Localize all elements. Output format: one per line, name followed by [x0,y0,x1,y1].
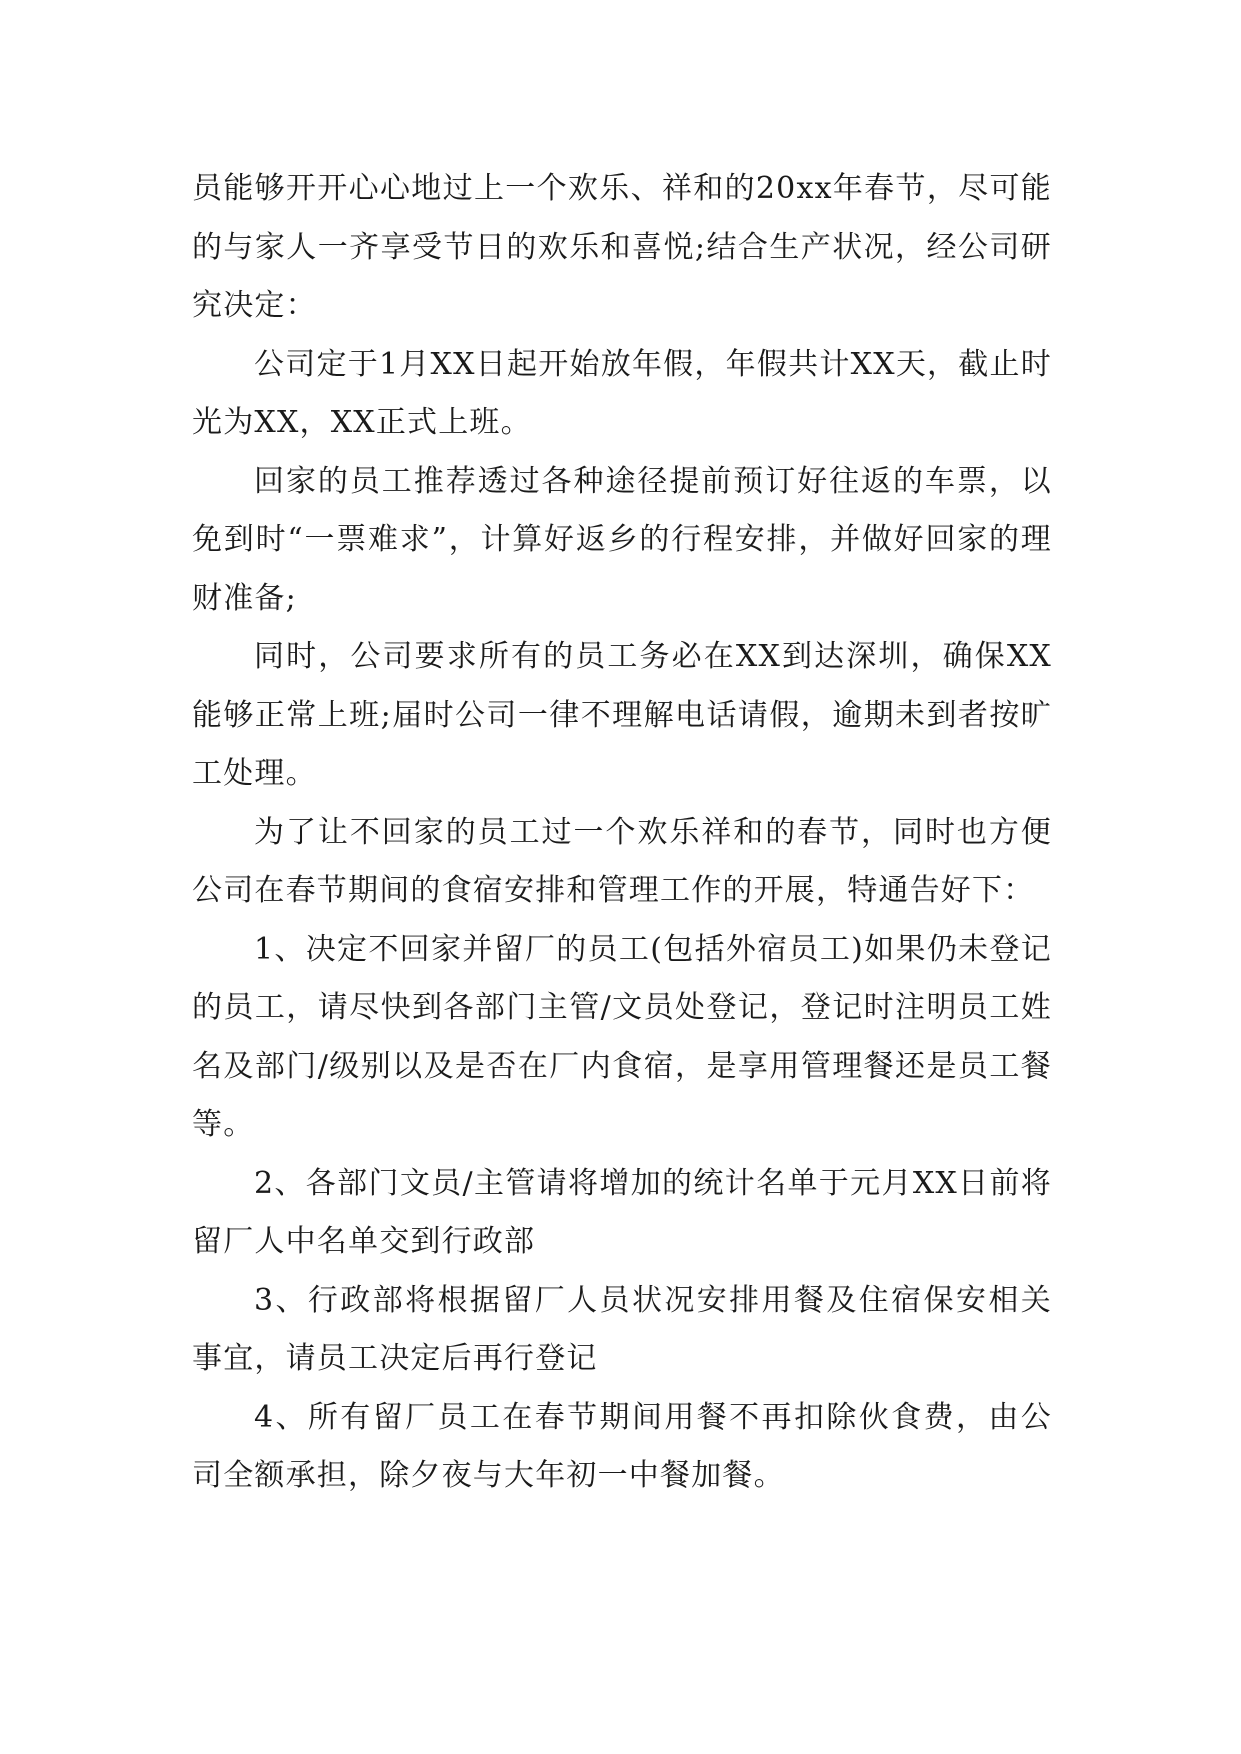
paragraph-return-requirement: 同时，公司要求所有的员工务必在XX到达深圳，确保XX能够正常上班;届时公司一律不理解电话请假，逾期未到者按旷工处理。 [192,639,1052,791]
list-item-1: 1、决定不回家并留厂的员工(包括外宿员工)如果仍未登记的员工，请尽快到各部门主管/文员处登记，登记时注明员工姓名及部门/级别以及是否在厂内食宿，是享用管理餐还是员工餐等。 [192,931,1052,1142]
paragraph-continuation: 员能够开开心心地过上一个欢乐、祥和的20xx年春节，尽可能的与家人一齐享受节日的欢乐和喜悦;结合生产状况，经公司研究决定： [192,171,1052,323]
paragraph-staying-staff-intro: 为了让不回家的员工过一个欢乐祥和的春节，同时也方便公司在春节期间的食宿安排和管理工作的开展，特通告好下： [192,814,1052,908]
list-item-3: 3、行政部将根据留厂人员状况安排用餐及住宿保安相关事宜，请员工决定后再行登记 [192,1282,1052,1376]
paragraph-holiday-dates: 公司定于1月XX日起开始放年假，年假共计XX天，截止时光为XX，XX正式上班。 [192,346,1052,440]
list-item-4: 4、所有留厂员工在春节期间用餐不再扣除伙食费，由公司全额承担，除夕夜与大年初一中餐加餐。 [192,1399,1052,1493]
list-item-2: 2、各部门文员/主管请将增加的统计名单于元月XX日前将留厂人中名单交到行政部 [192,1165,1052,1259]
document-body [192,160,1052,1506]
paragraph-travel-tickets: 回家的员工推荐透过各种途径提前预订好往返的车票，以免到时“一票难求”，计算好返乡的行程安排，并做好回家的理财准备; [192,463,1052,616]
